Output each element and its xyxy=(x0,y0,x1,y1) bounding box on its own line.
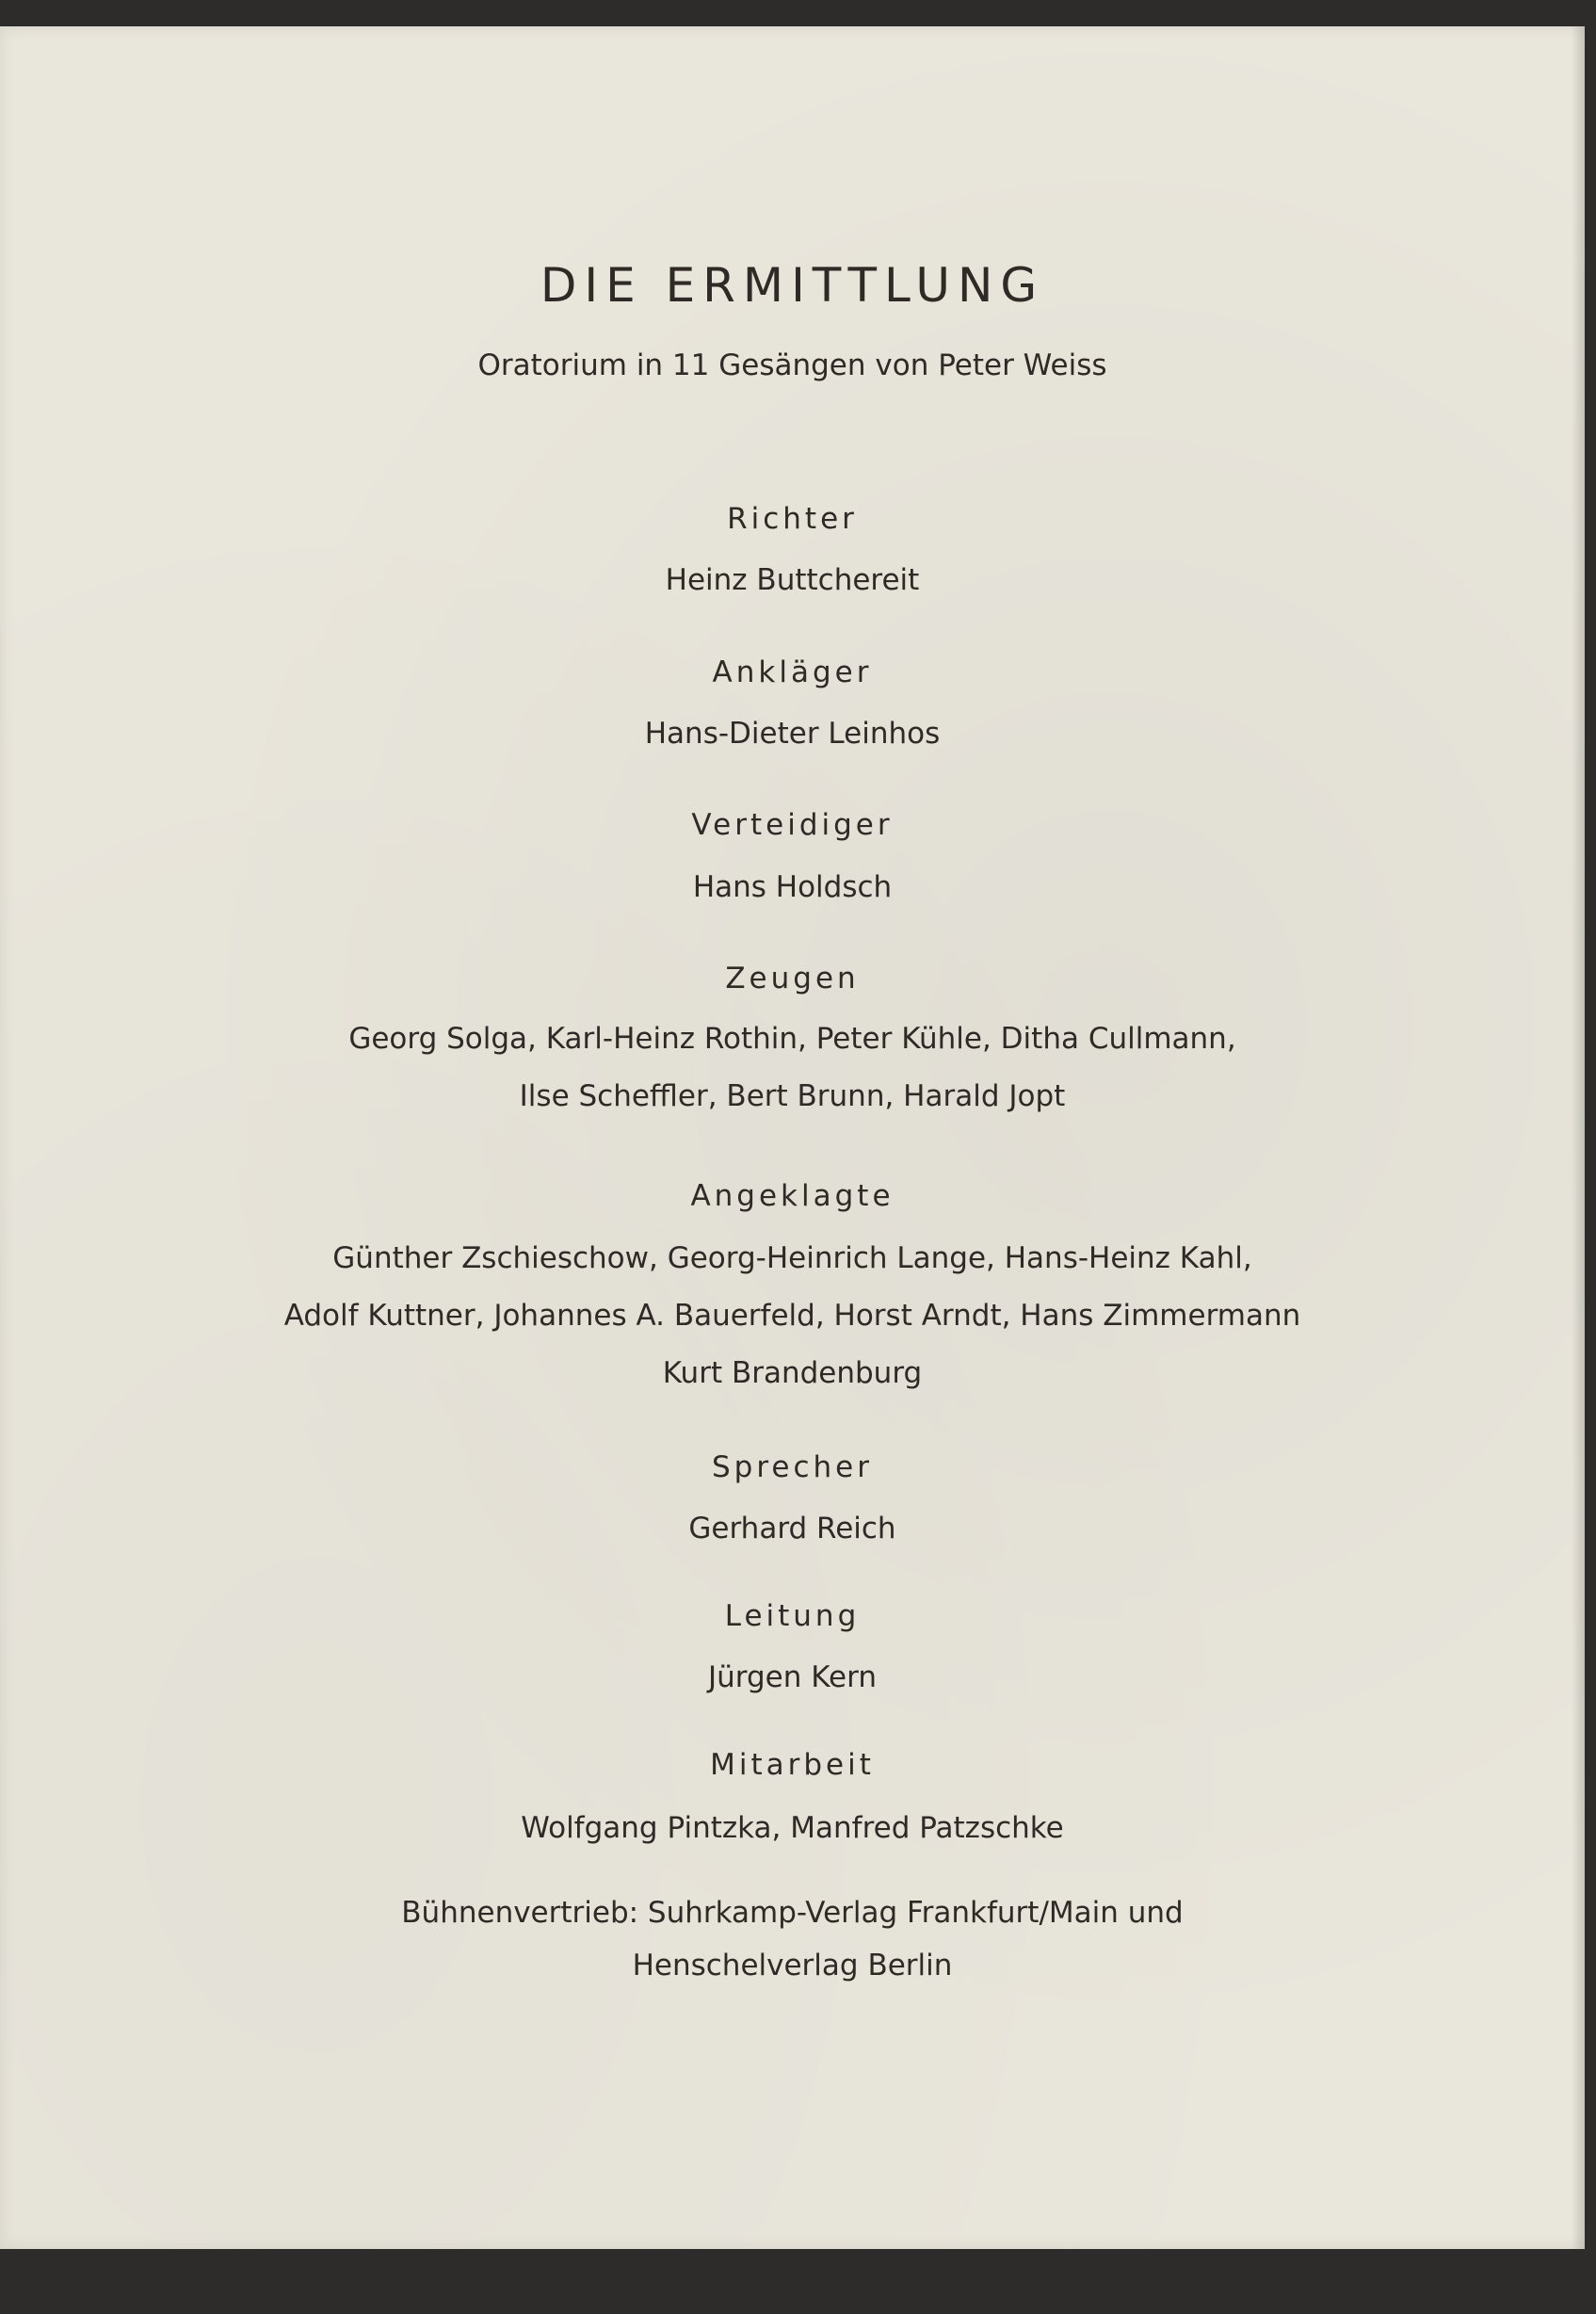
rights-line: Henschelverlag Berlin xyxy=(632,1949,953,1982)
names-mitarbeit xyxy=(0,1800,1585,1857)
names-zeugen xyxy=(0,1011,1585,1125)
name-line: Hans Holdsch xyxy=(692,870,893,904)
name-line: Jürgen Kern xyxy=(708,1660,877,1694)
name-line: Gerhard Reich xyxy=(688,1512,896,1545)
name-line: Kurt Brandenburg xyxy=(662,1356,923,1390)
role-richter: Richter xyxy=(727,502,858,536)
document-page xyxy=(0,26,1585,2249)
role-anklaeger: Ankläger xyxy=(712,655,873,689)
role-sprecher: Sprecher xyxy=(711,1450,873,1484)
names-verteidiger xyxy=(0,859,1585,916)
name-line: Adolf Kuttner, Johannes A. Bauerfeld, Horst Arndt, Hans Zimmermann xyxy=(283,1299,1301,1333)
name-line: Günther Zschieschow, Georg-Heinrich Lange, Hans-Heinz Kahl, xyxy=(332,1241,1252,1275)
name-line: Heinz Buttchereit xyxy=(665,563,920,597)
role-zeugen: Zeugen xyxy=(725,962,860,995)
play-subtitle: Oratorium in 11 Gesängen von Peter Weiss xyxy=(477,348,1107,382)
names-anklaeger xyxy=(0,705,1585,763)
name-line: Ilse Scheffler, Bert Brunn, Harald Jopt xyxy=(519,1079,1066,1113)
role-angeklagte: Angeklagte xyxy=(690,1179,895,1213)
role-verteidiger: Verteidiger xyxy=(691,808,894,842)
role-leitung: Leitung xyxy=(724,1599,861,1633)
role-mitarbeit: Mitarbeit xyxy=(710,1748,875,1782)
names-sprecher xyxy=(0,1500,1585,1558)
name-line: Wolfgang Pintzka, Manfred Patzschke xyxy=(521,1811,1064,1845)
rights-line: Bühnenvertrieb: Suhrkamp-Verlag Frankfurt/Main und xyxy=(401,1896,1184,1930)
name-line: Georg Solga, Karl-Heinz Rothin, Peter Kühle, Ditha Cullmann, xyxy=(348,1022,1236,1056)
play-title: DIE ERMITTLUNG xyxy=(540,258,1045,313)
name-line: Hans-Dieter Leinhos xyxy=(644,717,941,751)
names-angeklagte xyxy=(0,1230,1585,1402)
names-richter xyxy=(0,552,1585,609)
names-leitung xyxy=(0,1649,1585,1707)
rights-notice xyxy=(0,1886,1585,1992)
